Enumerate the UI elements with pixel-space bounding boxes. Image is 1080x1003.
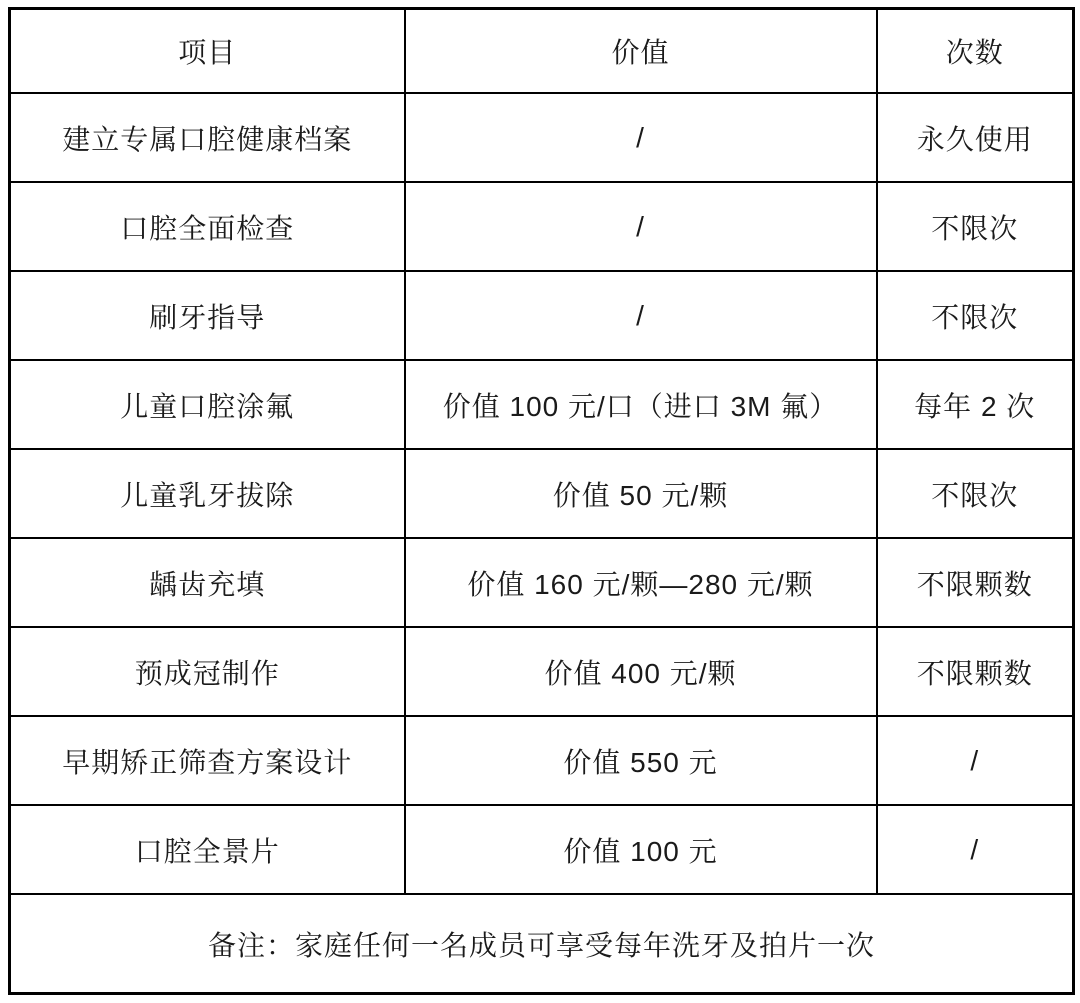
item-cell: 预成冠制作 xyxy=(10,627,405,716)
footer-note: 备注：家庭任何一名成员可享受每年洗牙及拍片一次 xyxy=(10,894,1074,994)
value-cell: / xyxy=(405,93,877,182)
header-cell-item: 项目 xyxy=(10,9,405,94)
table-row xyxy=(10,449,1074,538)
count-cell: 不限颗数 xyxy=(877,627,1074,716)
table-row xyxy=(10,360,1074,449)
value-cell: / xyxy=(405,271,877,360)
value-cell: 价值 100 元/口（进口 3M 氟） xyxy=(405,360,877,449)
count-cell: 不限次 xyxy=(877,449,1074,538)
service-price-table xyxy=(8,7,1075,995)
header-row xyxy=(10,9,1074,94)
item-cell: 建立专属口腔健康档案 xyxy=(10,93,405,182)
count-cell: / xyxy=(877,805,1074,894)
item-cell: 早期矫正筛查方案设计 xyxy=(10,716,405,805)
header-cell-value: 价值 xyxy=(405,9,877,94)
item-cell: 儿童乳牙拔除 xyxy=(10,449,405,538)
header-cell-count: 次数 xyxy=(877,9,1074,94)
table-row xyxy=(10,271,1074,360)
table-row xyxy=(10,538,1074,627)
table-row xyxy=(10,716,1074,805)
value-cell: 价值 100 元 xyxy=(405,805,877,894)
value-cell: / xyxy=(405,182,877,271)
count-cell: 永久使用 xyxy=(877,93,1074,182)
item-cell: 刷牙指导 xyxy=(10,271,405,360)
value-cell: 价值 160 元/颗—280 元/颗 xyxy=(405,538,877,627)
count-cell: 每年 2 次 xyxy=(877,360,1074,449)
count-cell: 不限次 xyxy=(877,182,1074,271)
count-cell: / xyxy=(877,716,1074,805)
table-row xyxy=(10,627,1074,716)
item-cell: 儿童口腔涂氟 xyxy=(10,360,405,449)
table-row xyxy=(10,182,1074,271)
item-cell: 口腔全景片 xyxy=(10,805,405,894)
table-row xyxy=(10,805,1074,894)
value-cell: 价值 550 元 xyxy=(405,716,877,805)
table-row xyxy=(10,93,1074,182)
count-cell: 不限次 xyxy=(877,271,1074,360)
item-cell: 龋齿充填 xyxy=(10,538,405,627)
count-cell: 不限颗数 xyxy=(877,538,1074,627)
item-cell: 口腔全面检查 xyxy=(10,182,405,271)
value-cell: 价值 400 元/颗 xyxy=(405,627,877,716)
footer-note-row xyxy=(10,894,1074,994)
value-cell: 价值 50 元/颗 xyxy=(405,449,877,538)
